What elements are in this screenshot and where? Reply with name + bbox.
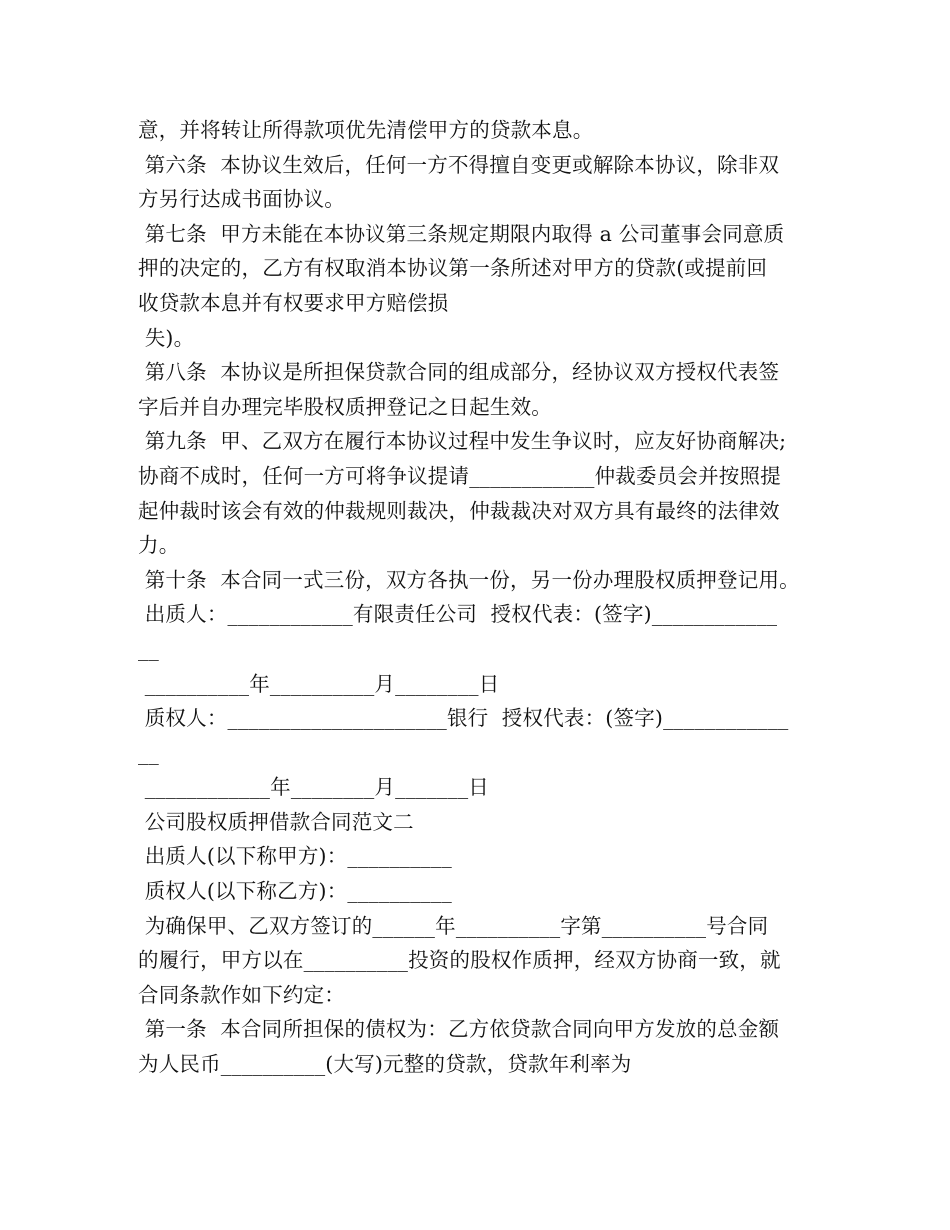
text-line: 第一条 本合同所担保的债权为：乙方依贷款合同向甲方发放的总金额 bbox=[138, 1017, 780, 1042]
text-line: 第七条 甲方未能在本协议第三条规定期限内取得 a 公司董事会同意质 bbox=[138, 221, 785, 246]
text-line: 意，并将转让所得款项优先清偿甲方的贷款本息。 bbox=[138, 118, 594, 142]
signature-line-pledgor: 出质人：____________有限责任公司 授权代表：(签字)____________ bbox=[138, 602, 778, 627]
text-line: 收贷款本息并有权要求甲方赔偿损 bbox=[138, 290, 449, 315]
text-line: 失)。 bbox=[138, 325, 195, 350]
text-line: 出质人(以下称甲方)：__________ bbox=[138, 844, 452, 869]
text-line: 为确保甲、乙双方签订的______年__________字第__________号合同 bbox=[138, 913, 769, 938]
signature-line-pledgee: 质权人：_____________________银行 授权代表：(签字)____________ bbox=[138, 706, 789, 731]
text-line: 押的决定的，乙方有权取消本协议第一条所述对甲方的贷款(或提前回 bbox=[138, 256, 768, 281]
text-line: 为人民币__________(大写)元整的贷款，贷款年利率为 bbox=[138, 1052, 632, 1077]
text-line: 第九条 甲、乙双方在履行本协议过程中发生争议时，应友好协商解决; bbox=[138, 429, 787, 454]
text-line: __ bbox=[138, 740, 159, 765]
section-title: 公司股权质押借款合同范文二 bbox=[138, 809, 414, 834]
text-line: 质权人(以下称乙方)：__________ bbox=[138, 879, 452, 904]
text-line: 力。 bbox=[138, 533, 180, 558]
text-line: 第六条 本协议生效后，任何一方不得擅自变更或解除本协议，除非双 bbox=[138, 152, 780, 177]
text-line: 字后并自办理完毕股权质押登记之日起生效。 bbox=[138, 394, 552, 419]
date-line: ____________年________月_______日 bbox=[138, 775, 489, 800]
text-line: 第十条 本合同一式三份，双方各执一份，另一份办理股权质押登记用。 bbox=[138, 567, 800, 592]
document-body bbox=[138, 113, 838, 1082]
text-line: 第八条 本协议是所担保贷款合同的组成部分，经协议双方授权代表签 bbox=[138, 360, 780, 385]
text-line: 的履行，甲方以在__________投资的股权作质押，经双方协商一致，就 bbox=[138, 948, 781, 973]
date-line: __________年__________月________日 bbox=[138, 671, 500, 696]
text-line: 协商不成时，任何一方可将争议提请____________仲裁委员会并按照提 bbox=[138, 463, 781, 488]
text-line: 起仲裁时该会有效的仲裁规则裁决，仲裁裁决对双方具有最终的法律效 bbox=[138, 498, 780, 523]
text-line: 方另行达成书面协议。 bbox=[138, 187, 345, 212]
text-line: __ bbox=[138, 636, 159, 661]
text-line: 合同条款作如下约定： bbox=[138, 982, 345, 1007]
